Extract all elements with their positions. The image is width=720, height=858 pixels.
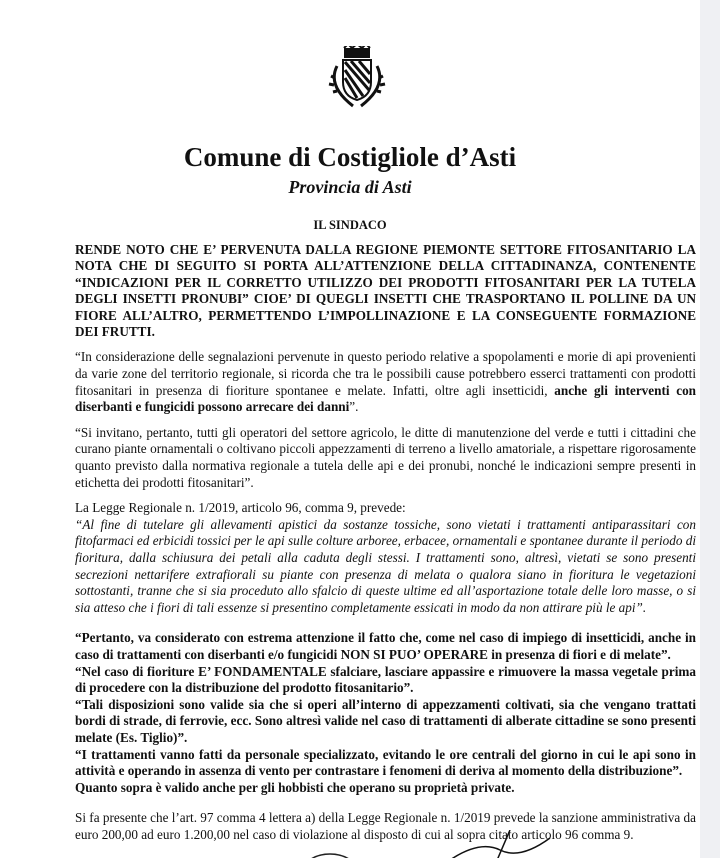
municipality-title: Comune di Costigliole d’Asti [183, 142, 517, 172]
province-subtitle: Provincia di Asti [288, 177, 412, 197]
sanction-paragraph: Si fa presente che l’art. 97 comma 4 lettera a) della Legge Regionale n. 1/2019 prevede la sanzione amministrativa da euro 200,00 ad euro 1.200,00 nel caso di violazione al disposto di cui al sopra citato articolo 96 comma 9. [75, 810, 696, 842]
note-end: ”. [349, 399, 359, 415]
note-paragraph-1 [75, 349, 696, 415]
note-text: “In considerazione delle segnalazioni pervenute in questo periodo relative a spopolamenti e morie di api provenienti da varie zone del territorio regionale, si ricorda che tra le possibili cause potrebbero esserci trattamenti con prodotti fitosanitari in presenza di fioriture spontanee e melate. Infatti, oltre agli insetticidi, [75, 349, 696, 398]
municipal-crest-icon [317, 46, 397, 112]
law-quote: “Al fine di tutelare gli allevamenti apistici da sostanze tossiche, sono vietati i trattamenti antiparassitari con fitofarmaci ed erbicidi tossici per le api sulle colture arboree, erbacee, ornamentali e spontanee durante il periodo di fioritura, dalla schiusura dei petali alla caduta degli stessi. I trattamenti sono, altresì, vietati se sono presenti secrezioni nettarifere extrafiorali su piante con presenza di melata o qualora siano in fioritura le vegetazioni sottostanti, tranne che si sia proceduto allo sfalcio di queste ultime ed all’asportazione totale delle loro masse, o si sia atteso che i fiori di tali essenze si presentino completamente essicati in modo da non attirare più le api”. [75, 516, 696, 615]
guidance-2: “Nel caso di fioriture E’ FONDAMENTALE sfalciare, lasciare appassire e rimuovere la massa vegetale prima di procedere con la distribuzione del prodotto fitosanitario”. [75, 663, 696, 696]
office-heading: IL SINDACO [313, 218, 387, 232]
note-paragraph-2: “Si invitano, pertanto, tutti gli operatori del settore agricolo, le ditte di manutenzione del verde e tutti i cittadini che curano piante ornamentali o coltivano piccoli appezzamenti di terreno a livello amatoriale, a rispettare rigorosamente quanto previsto dalla normativa regionale a tutela delle api e dei pronubi, nonché le indicazioni sempre presenti in etichetta dei prodotti fitosanitari”. [75, 424, 696, 490]
note-emphasis: anche gli interventi con diserbanti e fungicidi possono arrecare dei danni [75, 382, 696, 415]
guidance-1: “Pertanto, va considerato con estrema attenzione il fatto che, come nel caso di impiego di insetticidi, anche in caso di trattamenti con diserbanti e/o fungicidi NON SI PUO’ OPERARE in presenza di fiori e di melate”. [75, 630, 696, 662]
guidance-3: “Tali disposizioni sono valide sia che si operi all’interno di appezzamenti coltivati, sia che vengano trattati bordi di strade, di ferrovie, ecc. Sono altresì valide nel caso di trattamenti di alberate cittadine se sono presenti melate (Es. Tiglio)”. [75, 696, 696, 745]
signature-icon [440, 830, 560, 858]
notice-body [75, 242, 696, 852]
stamp-mark-icon [300, 848, 360, 858]
guidance-5: Quanto sopra è valido anche per gli hobbisti che operano su proprietà private. [75, 779, 515, 795]
law-intro: La Legge Regionale n. 1/2019, articolo 96, comma 9, prevede: [75, 500, 406, 516]
bold-guidance [75, 630, 696, 796]
right-margin [700, 0, 720, 858]
guidance-4: “I trattamenti vanno fatti da personale specializzato, evitando le ore centrali del giorno in cui le api sono in attività e operando in assenza di vento per contrastare i fenomeni di deriva al momento della distribuzione”. [75, 746, 696, 779]
intro-paragraph: RENDE NOTO CHE E’ PERVENUTA DALLA REGIONE PIEMONTE SETTORE FITOSANITARIO LA NOTA CHE DI SEGUITO SI PORTA ALL’ATTENZIONE DELLA CITTADINANZA, CONTENENTE “INDICAZIONI PER IL CORRETTO UTILIZZO DEI PRODOTTI FITOSANITARI PER LA TUTELA DEGLI INSETTI PRONUBI” CIOE’ DI QUEGLI INSETTI CHE TRASPORTANO IL POLLINE DA UN FIORE ALL’ALTRO, PERMETTENDO L’IMPOLLINAZIONE E LA CONSEGUENTE FORMAZIONE DEI FRUTTI. [75, 242, 696, 340]
